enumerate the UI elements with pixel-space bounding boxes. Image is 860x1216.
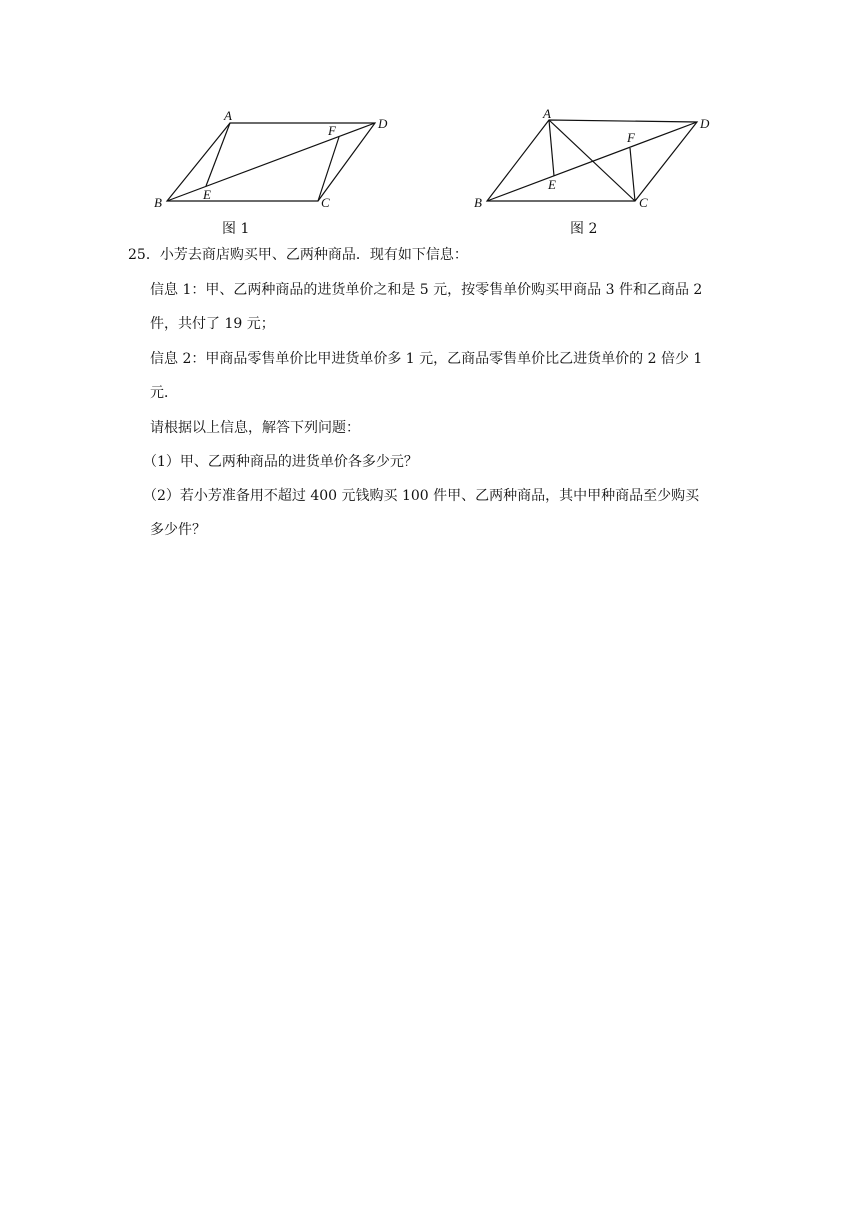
- question-2-line-2: 多少件？: [150, 522, 206, 538]
- figure-2-diagram: [465, 100, 735, 215]
- figure-1-caption: 图 1: [222, 221, 250, 237]
- problem-number: 25．: [128, 247, 160, 263]
- figure-2-caption: 图 2: [570, 221, 598, 237]
- fig1-label-c: C: [321, 195, 330, 210]
- fig1-label-f: F: [328, 123, 336, 138]
- info1-line-2: 件，共付了 19 元；: [150, 316, 275, 332]
- info1-line-1: 信息 1：甲、乙两种商品的进货单价之和是 5 元，按零售单价购买甲商品 3 件和乙商品 2: [150, 282, 703, 298]
- info2-line-2: 元．: [150, 385, 178, 401]
- question-2-line-1: （2）若小芳准备用不超过 400 元钱购买 100 件甲、乙两种商品，其中甲种商品至少购买: [143, 488, 700, 504]
- fig2-diagonal-ac: [549, 120, 635, 201]
- fig1-segment-cf: [318, 137, 339, 201]
- problem-heading: [128, 245, 468, 265]
- fig2-segment-cf: [630, 148, 635, 201]
- figure-1: [140, 100, 400, 215]
- fig1-label-a: A: [224, 108, 232, 123]
- fig2-label-b: B: [474, 195, 482, 210]
- fig2-label-e: E: [548, 177, 556, 192]
- question-1: （1）甲、乙两种商品的进货单价各多少元？: [143, 454, 418, 470]
- fig2-segment-ae: [549, 120, 554, 176]
- figure-2: [465, 100, 735, 215]
- fig2-label-d: D: [700, 116, 710, 131]
- fig1-label-e: E: [203, 187, 211, 202]
- fig1-label-d: D: [378, 116, 388, 131]
- fig1-segment-ae: [206, 123, 230, 186]
- fig1-label-b: B: [154, 195, 162, 210]
- instruction: 请根据以上信息，解答下列问题：: [150, 420, 360, 436]
- fig2-label-a: A: [543, 106, 551, 121]
- fig2-label-c: C: [639, 195, 648, 210]
- problem-intro: 小芳去商店购买甲、乙两种商品．现有如下信息：: [159, 247, 468, 263]
- fig2-label-f: F: [627, 130, 635, 145]
- figure-1-diagram: [140, 100, 400, 215]
- info2-line-1: 信息 2：甲商品零售单价比甲进货单价多 1 元，乙商品零售单价比乙进货单价的 2 倍少 1: [150, 351, 703, 367]
